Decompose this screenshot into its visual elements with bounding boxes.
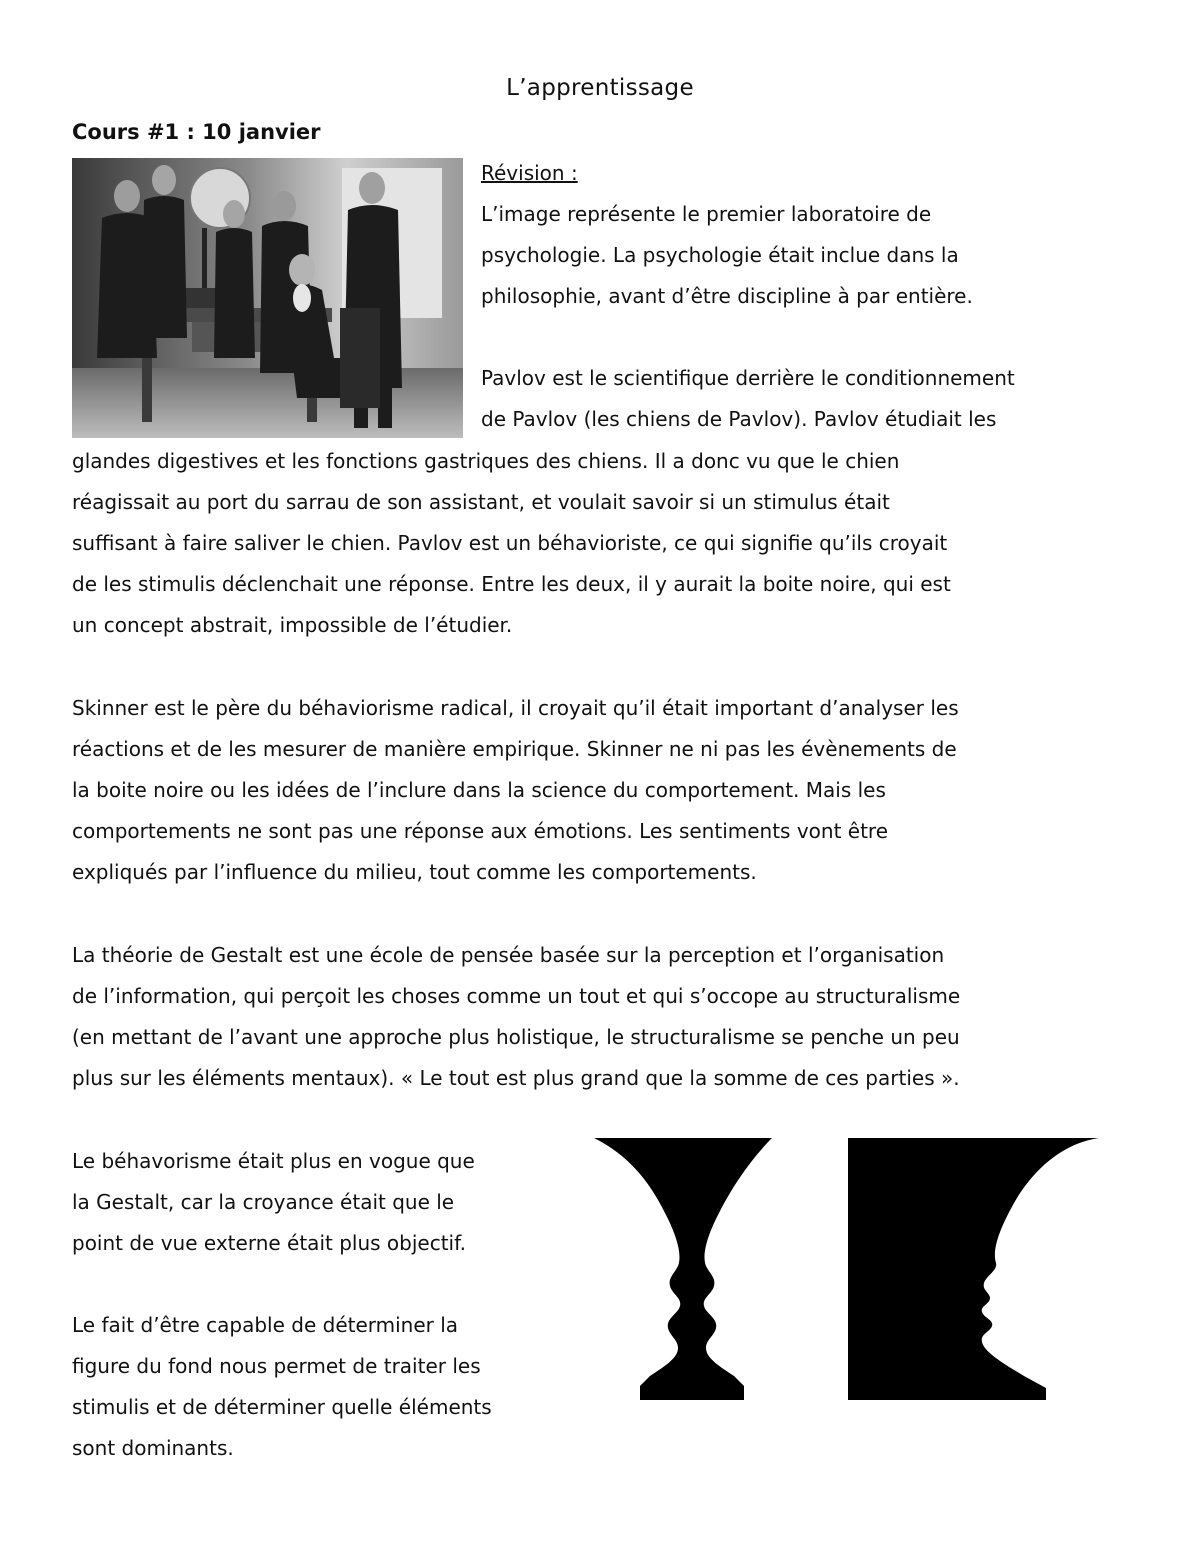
skinner-line: la boite noire ou les idées de l’inclure dans la science du comportement. Mais les xyxy=(72,778,886,802)
gestalt-line: La théorie de Gestalt est une école de pensée basée sur la perception et l’organisation xyxy=(72,943,945,967)
skinner-paragraph xyxy=(72,688,1142,893)
pavlov-line: de les stimulis déclenchait une réponse. Entre les deux, il y aurait la boite noire, qui est xyxy=(72,572,951,596)
pavlov-line: de Pavlov (les chiens de Pavlov). Pavlov étudiait les xyxy=(481,407,997,431)
laboratory-photo xyxy=(72,158,463,438)
gestalt-line: de l’information, qui perçoit les choses comme un tout et qui s’occope au structuralisme xyxy=(72,984,961,1008)
revision-line: philosophie, avant d’être discipline à par entière. xyxy=(481,284,973,308)
behaviorism-paragraph xyxy=(72,1141,582,1264)
gestalt-paragraph xyxy=(72,935,1142,1099)
revision-line: psychologie. La psychologie était inclue dans la xyxy=(481,243,959,267)
revision-heading: Révision : xyxy=(481,161,578,185)
skinner-line: Skinner est le père du béhaviorisme radical, il croyait qu’il était important d’analyser les xyxy=(72,696,959,720)
vase-shape xyxy=(594,1138,772,1400)
gestalt-line: plus sur les éléments mentaux). « Le tout est plus grand que la somme de ces parties ». xyxy=(72,1066,960,1090)
figure-ground-line: sont dominants. xyxy=(72,1436,234,1460)
behaviorism-line: la Gestalt, car la croyance était que le xyxy=(72,1190,455,1214)
figure-ground-line: stimulis et de déterminer quelle éléments xyxy=(72,1395,492,1419)
gestalt-line: (en mettant de l’avant une approche plus holistique, le structuralisme se penche un peu xyxy=(72,1025,960,1049)
figure-ground-line: figure du fond nous permet de traiter les xyxy=(72,1354,481,1378)
revision-section xyxy=(481,153,1131,440)
document-title: L’apprentissage xyxy=(506,75,694,101)
pavlov-line: réagissait au port du sarrau de son assistant, et voulait savoir si un stimulus était xyxy=(72,490,890,514)
face-profile-shape xyxy=(848,1138,1099,1400)
blank-line xyxy=(481,317,1131,358)
pavlov-line: Pavlov est le scientifique derrière le conditionnement xyxy=(481,366,1015,390)
figure-ground-line: Le fait d’être capable de déterminer la xyxy=(72,1313,459,1337)
behaviorism-line: Le béhavorisme était plus en vogue que xyxy=(72,1149,475,1173)
pavlov-line: un concept abstrait, impossible de l’étudier. xyxy=(72,613,513,637)
skinner-line: comportements ne sont pas une réponse aux émotions. Les sentiments vont être xyxy=(72,819,889,843)
pavlov-paragraph xyxy=(72,441,1142,646)
skinner-line: réactions et de les mesurer de manière empirique. Skinner ne ni pas les évènements de xyxy=(72,737,957,761)
course-heading: Cours #1 : 10 janvier xyxy=(72,120,321,144)
skinner-line: expliqués par l’influence du milieu, tout comme les comportements. xyxy=(72,860,757,884)
revision-line: L’image représente le premier laboratoire de xyxy=(481,202,932,226)
figure-ground-paragraph xyxy=(72,1305,582,1469)
pavlov-line: glandes digestives et les fonctions gastriques des chiens. Il a donc vu que le chien xyxy=(72,449,900,473)
rubin-vase-illusion xyxy=(594,1138,1102,1400)
behaviorism-line: point de vue externe était plus objectif. xyxy=(72,1231,467,1255)
pavlov-line: suffisant à faire saliver le chien. Pavlov est un béhavioriste, ce qui signifie qu’ils croyait xyxy=(72,531,948,555)
